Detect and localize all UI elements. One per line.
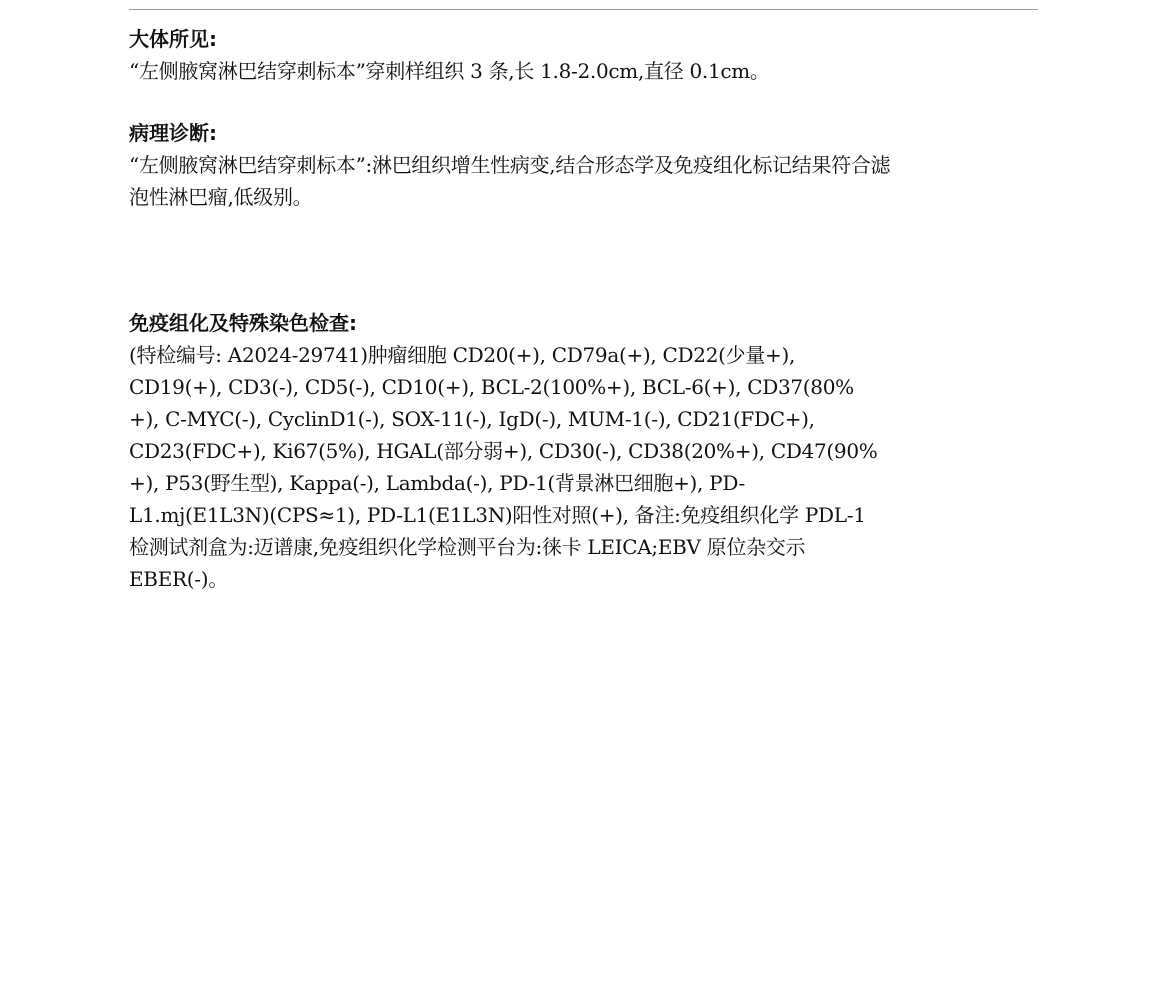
- gross-findings-section: [129, 23, 1041, 87]
- pathology-diagnosis-line: “左侧腋窝淋巴结穿刺标本”:淋巴组织增生性病变,结合形态学及免疫组化标记结果符合滤: [129, 153, 891, 177]
- gross-findings-heading: 大体所见:: [129, 27, 217, 51]
- immunohistochemistry-heading: 免疫组化及特殊染色检查:: [129, 311, 357, 335]
- immunohistochemistry-line: CD19(+), CD3(-), CD5(-), CD10(+), BCL-2(100%+), BCL-6(+), CD37(80%: [129, 375, 854, 399]
- pathology-diagnosis-line: 泡性淋巴瘤,低级别。: [129, 185, 313, 209]
- immunohistochemistry-line: 检测试剂盒为:迈谱康,免疫组织化学检测平台为:徕卡 LEICA;EBV 原位杂交示: [129, 535, 806, 559]
- immunohistochemistry-line: (特检编号: A2024-29741)肿瘤细胞 CD20(+), CD79a(+), CD22(少量+),: [129, 343, 796, 367]
- pathology-diagnosis-section: [129, 117, 1041, 213]
- top-divider-line: [129, 9, 1038, 10]
- immunohistochemistry-line: CD23(FDC+), Ki67(5%), HGAL(部分弱+), CD30(-), CD38(20%+), CD47(90%: [129, 439, 878, 463]
- immunohistochemistry-line: +), C-MYC(-), CyclinD1(-), SOX-11(-), IgD(-), MUM-1(-), CD21(FDC+),: [129, 407, 815, 431]
- pathology-diagnosis-heading: 病理诊断:: [129, 121, 217, 145]
- immunohistochemistry-line: EBER(-)。: [129, 567, 228, 591]
- immunohistochemistry-section: [129, 307, 1041, 595]
- immunohistochemistry-line: +), P53(野生型), Kappa(-), Lambda(-), PD-1(背景淋巴细胞+), PD-: [129, 471, 745, 495]
- gross-findings-text: “左侧腋窝淋巴结穿刺标本”穿刺样组织 3 条,长 1.8-2.0cm,直径 0.1cm。: [129, 59, 770, 83]
- immunohistochemistry-line: L1.mj(E1L3N)(CPS≈1), PD-L1(E1L3N)阳性对照(+), 备注:免疫组织化学 PDL-1: [129, 503, 866, 527]
